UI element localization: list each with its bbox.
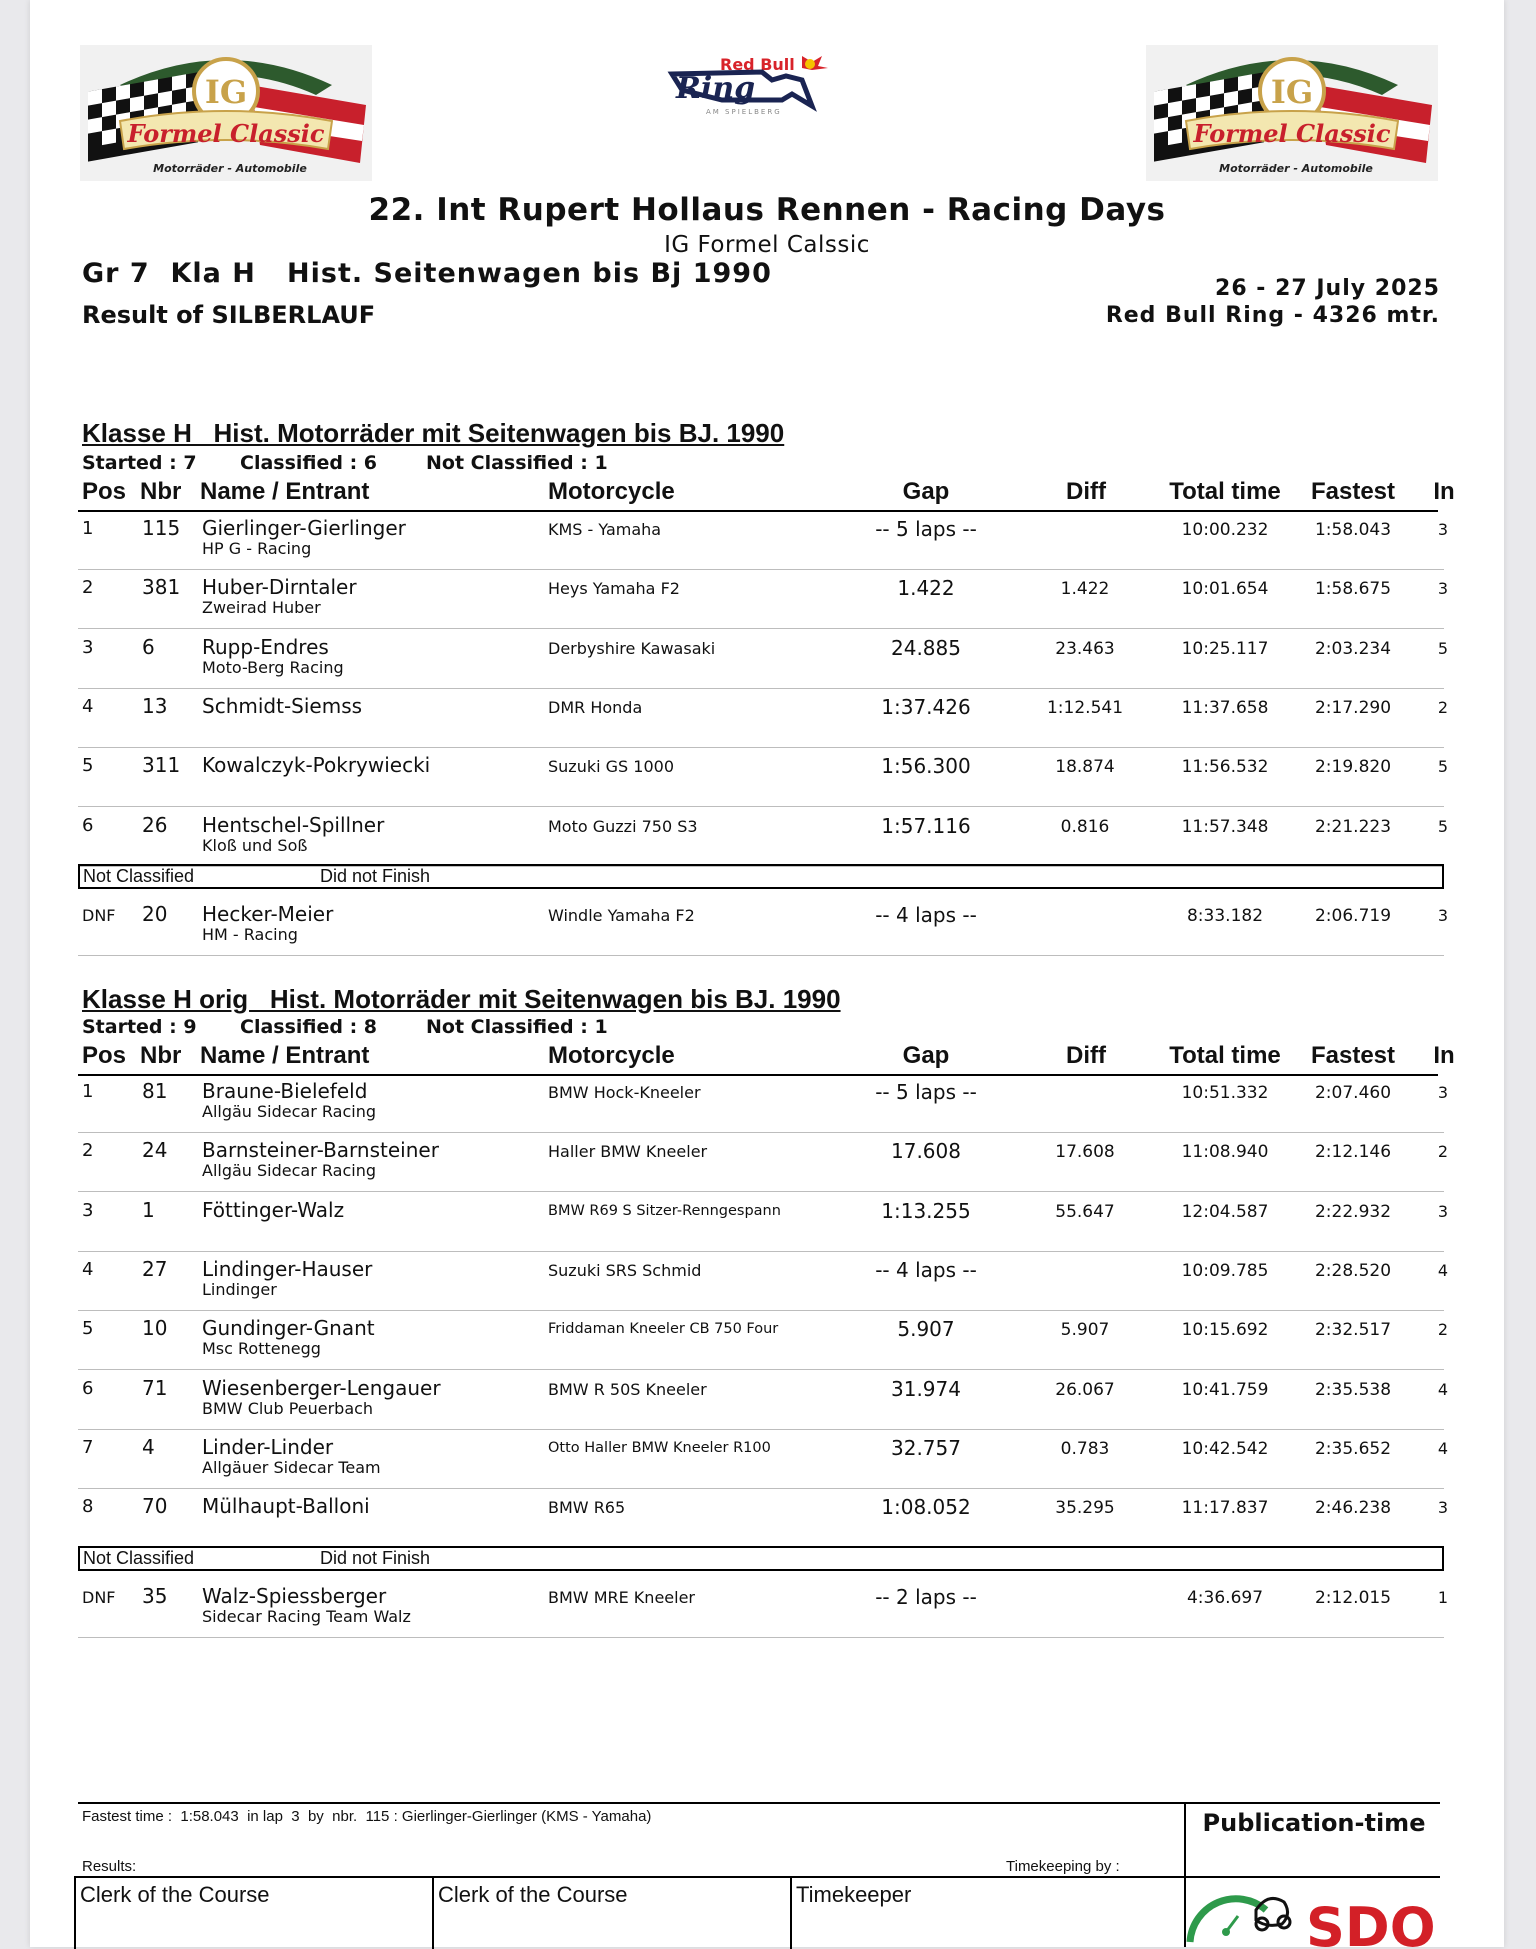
col-header-diff: Diff — [1066, 1042, 1106, 1069]
table-row — [78, 747, 1449, 807]
pos-cell: DNF — [82, 1588, 116, 1607]
diff-cell: 55.647 — [1055, 1201, 1115, 1222]
motorcycle-cell: Otto Haller BMW Kneeler R100 — [548, 1439, 771, 1456]
total-time-cell: 11:08.940 — [1181, 1142, 1269, 1163]
in-lap-cell: 2 — [1437, 1320, 1449, 1340]
fastest-cell: 2:17.290 — [1314, 697, 1392, 718]
pos-cell: 4 — [82, 1258, 94, 1280]
col-header-total: Total time — [1169, 1042, 1281, 1069]
nbr-cell: 70 — [142, 1494, 168, 1519]
name-cell: Gundinger-Gnant — [202, 1316, 375, 1341]
table-row — [78, 688, 1449, 748]
pos-cell: 3 — [82, 636, 94, 658]
nbr-cell: 81 — [142, 1079, 168, 1103]
in-lap-cell: 4 — [1437, 1438, 1449, 1458]
entrant-cell: Lindinger — [202, 1279, 277, 1299]
class-stats — [82, 452, 608, 474]
name-cell: Föttinger-Walz — [202, 1197, 345, 1222]
gap-cell: -- 2 laps -- — [875, 1585, 977, 1609]
event-venue: Red Bull Ring - 4326 mtr. — [1105, 303, 1440, 328]
did-not-finish-label: Did not Finish — [320, 866, 431, 886]
nbr-cell: 71 — [142, 1375, 168, 1400]
motorcycle-cell: BMW MRE Kneeler — [548, 1588, 695, 1607]
fastest-cell: 2:03.234 — [1314, 638, 1392, 659]
name-cell: Hentschel-Spillner — [202, 812, 385, 837]
col-header-gap: Gap — [902, 478, 950, 505]
pos-cell: 5 — [82, 755, 94, 777]
name-cell: Wiesenberger-Lengauer — [202, 1375, 441, 1400]
table-row — [78, 629, 1449, 689]
in-lap-cell: 5 — [1437, 638, 1449, 658]
nbr-cell: 381 — [142, 575, 181, 600]
pos-cell: DNF — [82, 906, 116, 925]
entrant-cell: BMW Club Peuerbach — [202, 1398, 374, 1418]
name-cell: Braune-Bielefeld — [202, 1079, 368, 1103]
started-count: Started : 9 — [82, 1016, 197, 1038]
started-count: Started : 7 — [82, 452, 197, 474]
logo-ig-text: IG — [1270, 73, 1314, 111]
event-subtitle: IG Formel Calssic — [664, 232, 870, 258]
in-lap-cell: 3 — [1437, 520, 1449, 539]
fastest-cell: 1:58.675 — [1314, 579, 1392, 600]
diff-cell: 0.783 — [1060, 1438, 1110, 1459]
col-header-pos: Pos — [82, 478, 127, 505]
in-lap-cell: 5 — [1437, 816, 1449, 836]
in-lap-cell: 3 — [1437, 906, 1449, 925]
table-row — [78, 896, 1449, 956]
gap-cell: 1.422 — [897, 576, 955, 601]
entrant-cell: Zweirad Huber — [202, 598, 321, 618]
diff-cell: 26.067 — [1055, 1379, 1115, 1400]
col-header-name: Name / Entrant — [200, 478, 370, 505]
name-cell: Hecker-Meier — [202, 902, 334, 926]
nbr-cell: 4 — [142, 1434, 155, 1459]
group-class-title: Gr 7 Kla H Hist. Seitenwagen bis Bj 1990 — [82, 258, 772, 289]
total-time-cell: 11:57.348 — [1181, 816, 1269, 837]
motorcycle-cell: BMW R 50S Kneeler — [548, 1379, 707, 1399]
gap-cell: 1:57.116 — [881, 813, 971, 838]
logo-ig-text: IG — [204, 73, 248, 111]
in-lap-cell: 5 — [1437, 757, 1449, 777]
table-row — [78, 1073, 1449, 1133]
motorcycle-cell: Windle Yamaha F2 — [548, 906, 695, 925]
nbr-cell: 13 — [142, 693, 168, 718]
fastest-cell: 2:07.460 — [1314, 1083, 1392, 1103]
col-header-nbr: Nbr — [140, 1042, 182, 1069]
table-row — [78, 1251, 1449, 1311]
nbr-cell: 311 — [142, 753, 181, 778]
logo-sub-text: Motorräder - Automobile — [153, 162, 307, 175]
in-lap-cell: 1 — [1437, 1588, 1449, 1607]
logo-script-text: Formel Classic — [1193, 119, 1391, 148]
class-title: Klasse H Hist. Motorräder mit Seitenwagen bis BJ. 1990 — [82, 418, 785, 448]
pos-cell: 6 — [82, 814, 94, 836]
diff-cell: 35.295 — [1055, 1498, 1115, 1519]
motorcycle-cell: DMR Honda — [548, 697, 643, 717]
motorcycle-cell: Heys Yamaha F2 — [548, 579, 680, 599]
pos-cell: 1 — [82, 1081, 94, 1102]
diff-cell: 1:12.541 — [1046, 697, 1124, 718]
col-header-fastest: Fastest — [1310, 478, 1396, 505]
fastest-time-summary: Fastest time : 1:58.043 in lap 3 by nbr. 115 : Gierlinger-Gierlinger (KMS - Yamaha) — [82, 1808, 652, 1825]
motorcycle-cell: BMW Hock-Kneeler — [548, 1083, 701, 1102]
diff-cell: 18.874 — [1055, 757, 1115, 778]
not-classified-count: Not Classified : 1 — [426, 452, 608, 474]
pos-cell: 2 — [82, 1140, 94, 1162]
table-row — [78, 1578, 1449, 1638]
sdo-logo-text: SDO — [1306, 1896, 1436, 1947]
table-row — [78, 807, 1449, 867]
diff-cell: 23.463 — [1055, 638, 1115, 659]
gap-cell: 1:08.052 — [881, 1495, 971, 1520]
table-row — [78, 510, 1449, 570]
signature-clerk-1: Clerk of the Course — [74, 1878, 434, 1949]
sdo-timekeeping-logo — [1156, 1880, 1440, 1947]
fastest-cell: 2:35.652 — [1314, 1438, 1392, 1459]
col-header-motorcycle: Motorcycle — [548, 1042, 675, 1069]
entrant-cell: Allgäu Sidecar Racing — [202, 1161, 376, 1181]
not-classified-banner — [78, 1546, 1444, 1571]
gap-cell: -- 4 laps -- — [875, 1257, 977, 1282]
name-cell: Kowalczyk-Pokrywiecki — [202, 753, 431, 778]
table-row — [78, 1429, 1449, 1489]
gap-cell: -- 4 laps -- — [875, 903, 977, 927]
class-title: Klasse H orig Hist. Motorräder mit Seitenwagen bis BJ. 1990 — [82, 984, 841, 1014]
col-header-pos: Pos — [82, 1042, 127, 1069]
motorcycle-cell: BMW R65 — [548, 1498, 626, 1518]
gap-cell: 32.757 — [891, 1435, 961, 1460]
gap-cell: 1:37.426 — [881, 694, 971, 719]
diff-cell: 17.608 — [1055, 1142, 1115, 1163]
entrant-cell: Allgäuer Sidecar Team — [202, 1457, 381, 1477]
total-time-cell: 10:01.654 — [1181, 579, 1269, 600]
entrant-cell: Kloß und Soß — [202, 835, 308, 855]
entrant-cell: Moto-Berg Racing — [202, 657, 344, 677]
fastest-cell: 2:21.223 — [1314, 816, 1392, 837]
publication-time-label: Publication-time — [1202, 1809, 1426, 1837]
gap-cell: -- 5 laps -- — [875, 517, 977, 541]
entrant-cell: HM - Racing — [202, 925, 298, 944]
nbr-cell: 6 — [142, 634, 155, 659]
fastest-cell: 2:12.146 — [1314, 1142, 1392, 1163]
total-time-cell: 10:41.759 — [1181, 1379, 1269, 1400]
motorcycle-cell: KMS - Yamaha — [548, 520, 662, 539]
col-header-gap: Gap — [902, 1042, 950, 1069]
col-header-in: In — [1433, 478, 1455, 505]
not-classified-banner — [78, 864, 1444, 889]
name-cell: Barnsteiner-Barnsteiner — [202, 1138, 439, 1163]
entrant-cell: Allgäu Sidecar Racing — [202, 1102, 376, 1121]
in-lap-cell: 3 — [1437, 579, 1449, 599]
total-time-cell: 10:09.785 — [1181, 1260, 1269, 1281]
not-classified-label: Not Classified — [83, 866, 195, 886]
pos-cell: 5 — [82, 1318, 94, 1340]
nbr-cell: 35 — [142, 1584, 168, 1608]
in-lap-cell: 3 — [1437, 1083, 1449, 1102]
total-time-cell: 11:17.837 — [1181, 1498, 1269, 1519]
gap-cell: 1:56.300 — [881, 754, 971, 779]
entrant-cell: HP G - Racing — [202, 539, 312, 558]
fastest-cell: 2:12.015 — [1314, 1588, 1392, 1608]
fastest-cell: 2:22.932 — [1314, 1201, 1392, 1222]
total-time-cell: 11:56.532 — [1181, 757, 1269, 778]
gap-cell: 31.974 — [891, 1376, 961, 1401]
in-lap-cell: 3 — [1437, 1201, 1449, 1221]
logo-rb-sub: AM SPIELBERG — [706, 108, 782, 116]
name-cell: Rupp-Endres — [202, 634, 329, 659]
nbr-cell: 27 — [142, 1256, 168, 1281]
classified-count: Classified : 8 — [240, 1016, 378, 1038]
table-row — [78, 1132, 1449, 1192]
signature-clerk-2: Clerk of the Course — [432, 1878, 792, 1949]
not-classified-count: Not Classified : 1 — [426, 1016, 608, 1038]
nbr-cell: 1 — [142, 1197, 155, 1222]
pos-cell: 8 — [82, 1496, 94, 1518]
pos-cell: 7 — [82, 1436, 94, 1458]
total-time-cell: 12:04.587 — [1181, 1201, 1269, 1222]
nbr-cell: 24 — [142, 1138, 168, 1163]
table-row — [78, 1192, 1449, 1252]
diff-cell: 5.907 — [1060, 1320, 1110, 1341]
fastest-cell: 2:28.520 — [1314, 1260, 1392, 1281]
entrant-cell: Msc Rottenegg — [202, 1339, 321, 1359]
pos-cell: 3 — [82, 1199, 94, 1221]
fastest-cell: 2:32.517 — [1314, 1320, 1392, 1341]
total-time-cell: 4:36.697 — [1186, 1588, 1264, 1608]
col-header-name: Name / Entrant — [200, 1042, 370, 1069]
fastest-cell: 2:35.538 — [1314, 1379, 1392, 1400]
ig-formel-classic-logo-left — [80, 45, 372, 181]
table-row — [78, 1370, 1449, 1430]
ig-formel-classic-logo-right — [1146, 45, 1438, 181]
col-header-diff: Diff — [1066, 478, 1106, 505]
fastest-cell: 2:46.238 — [1314, 1498, 1392, 1519]
motorcycle-cell: Haller BMW Kneeler — [548, 1142, 708, 1162]
classified-count: Classified : 6 — [240, 452, 378, 474]
did-not-finish-label: Did not Finish — [320, 1548, 431, 1568]
motorcycle-cell: Friddaman Kneeler CB 750 Four — [548, 1321, 779, 1338]
in-lap-cell: 2 — [1437, 1142, 1449, 1162]
motorcycle-cell: BMW R69 S Sitzer-Renngespann — [548, 1202, 781, 1219]
entrant-cell: Sidecar Racing Team Walz — [202, 1607, 411, 1626]
gap-cell: 5.907 — [897, 1317, 955, 1342]
name-cell: Schmidt-Siemss — [202, 693, 363, 718]
timekeeping-label: Timekeeping by : — [1006, 1858, 1120, 1875]
event-date: 26 - 27 July 2025 — [1215, 276, 1440, 301]
fastest-cell: 2:19.820 — [1314, 757, 1392, 778]
motorcycle-cell: Moto Guzzi 750 S3 — [548, 816, 698, 836]
name-cell: Linder-Linder — [202, 1434, 334, 1459]
fastest-cell: 1:58.043 — [1314, 520, 1392, 540]
table-header — [78, 478, 1455, 512]
nbr-cell: 20 — [142, 902, 168, 926]
gap-cell: 17.608 — [891, 1139, 961, 1164]
pos-cell: 4 — [82, 695, 94, 717]
table-row — [78, 1310, 1449, 1370]
results-page — [30, 0, 1504, 1947]
logo-sub-text: Motorräder - Automobile — [1219, 162, 1373, 175]
total-time-cell: 10:15.692 — [1181, 1320, 1269, 1341]
motorcycle-cell: Suzuki GS 1000 — [548, 757, 674, 777]
gap-cell: 24.885 — [891, 635, 961, 660]
logo-rb-word: Ring — [676, 71, 756, 106]
total-time-cell: 11:37.658 — [1181, 697, 1269, 718]
gap-cell: -- 5 laps -- — [875, 1080, 977, 1104]
table-row — [78, 569, 1449, 629]
total-time-cell: 10:51.332 — [1181, 1083, 1269, 1103]
gap-cell: 1:13.255 — [881, 1198, 971, 1223]
name-cell: Lindinger-Hauser — [202, 1256, 373, 1281]
col-header-in: In — [1433, 1042, 1455, 1069]
total-time-cell: 10:25.117 — [1181, 638, 1269, 659]
diff-cell: 1.422 — [1060, 579, 1110, 600]
pos-cell: 6 — [82, 1377, 94, 1399]
fastest-cell: 2:06.719 — [1314, 906, 1392, 926]
event-title: 22. Int Rupert Hollaus Rennen - Racing Days — [368, 192, 1166, 228]
name-cell: Huber-Dirntaler — [202, 575, 357, 600]
in-lap-cell: 2 — [1437, 697, 1449, 717]
name-cell: Gierlinger-Gierlinger — [202, 516, 406, 540]
col-header-motorcycle: Motorcycle — [548, 478, 675, 505]
signature-timekeeper: Timekeeper — [790, 1878, 1150, 1949]
total-time-cell: 10:00.232 — [1181, 520, 1269, 540]
pos-cell: 1 — [82, 518, 94, 539]
class-stats — [82, 1016, 608, 1038]
table-header — [78, 1042, 1455, 1076]
nbr-cell: 10 — [142, 1316, 168, 1341]
logo-rb-brand: Red Bull — [720, 55, 795, 74]
nbr-cell: 26 — [142, 812, 168, 837]
red-bull-ring-logo — [662, 50, 852, 130]
total-time-cell: 10:42.542 — [1181, 1438, 1269, 1459]
table-row — [78, 1488, 1449, 1548]
name-cell: Walz-Spiessberger — [202, 1584, 387, 1608]
result-of-label: Result of SILBERLAUF — [82, 301, 376, 329]
col-header-nbr: Nbr — [140, 478, 182, 505]
motorcycle-cell: Suzuki SRS Schmid — [548, 1260, 702, 1280]
in-lap-cell: 4 — [1437, 1260, 1449, 1280]
col-header-fastest: Fastest — [1310, 1042, 1396, 1069]
name-cell: Mülhaupt-Balloni — [202, 1494, 370, 1519]
in-lap-cell: 4 — [1437, 1379, 1449, 1399]
total-time-cell: 8:33.182 — [1186, 906, 1264, 926]
diff-cell: 0.816 — [1060, 816, 1110, 837]
in-lap-cell: 3 — [1437, 1498, 1449, 1518]
col-header-total: Total time — [1169, 478, 1281, 505]
results-label: Results: — [82, 1858, 137, 1875]
nbr-cell: 115 — [142, 516, 181, 540]
logo-script-text: Formel Classic — [127, 119, 325, 148]
not-classified-label: Not Classified — [83, 1548, 195, 1568]
pos-cell: 2 — [82, 577, 94, 599]
motorcycle-cell: Derbyshire Kawasaki — [548, 638, 716, 658]
